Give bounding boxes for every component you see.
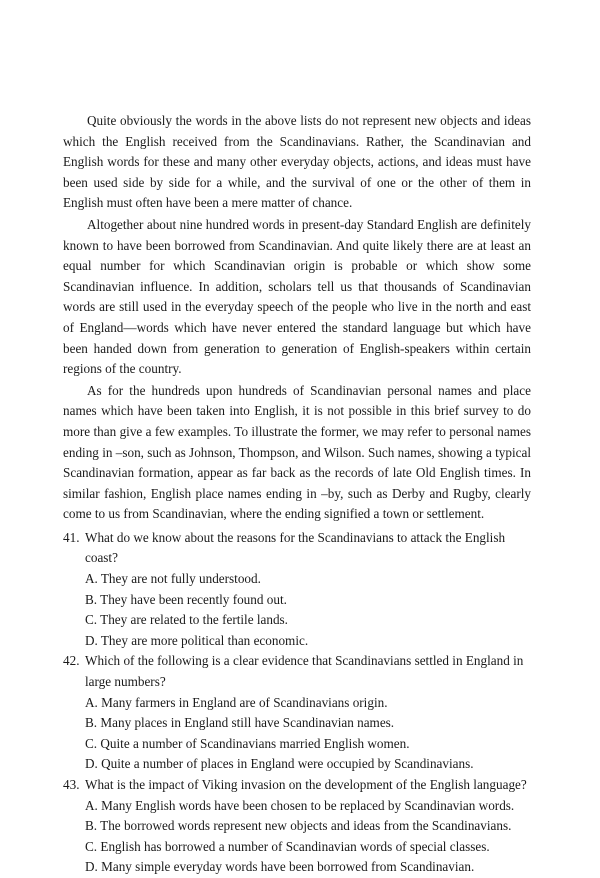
option-c: C. Quite a number of Scandinavians married English women. (85, 735, 410, 751)
question-text: What is the impact of Viking invasion on the development of the English language? (85, 777, 527, 792)
question-stem (63, 528, 531, 569)
question-43 (63, 775, 531, 878)
question-number: 41. (63, 529, 80, 545)
passage-paragraph-1: Quite obviously the words in the above lists do not represent new objects and ideas which the English received from the Scandinavians. Rather, the Scandinavian and English words for these and many other everyday objects, actions, and ideas must have been used side by side for a while, and the survival of one or the other of them in English must often have been a mere matter of chance. (63, 113, 531, 211)
option-b: B. The borrowed words represent new objects and ideas from the Scandinavians. (85, 818, 512, 834)
option-a: A. Many farmers in England are of Scandinavians origin. (85, 694, 388, 710)
option-d: D. Quite a number of places in England were occupied by Scandinavians. (85, 756, 474, 772)
question-text: What do we know about the reasons for the Scandinavians to attack the English coast? (85, 529, 506, 566)
question-stem (63, 651, 531, 692)
question-stem (63, 775, 531, 796)
option-d: D. Many simple everyday words have been borrowed from Scandinavian. (85, 859, 475, 875)
reading-passage (63, 111, 531, 525)
question-number: 42. (63, 653, 80, 669)
option-d: D. They are more political than economic. (85, 632, 309, 648)
option-a: A. Many English words have been chosen to be replaced by Scandinavian words. (85, 797, 515, 813)
passage-paragraph-2: Altogether about nine hundred words in present-day Standard English are definitely known to have been borrowed from Scandinavian. And quite likely there are at least an equal number for which Scandinavian origin is probable or which show some Scandinavian influence. In addition, scholars tell us that thousands of Scandinavian words are still used in the everyday speech of the people who live in the north and east of England—words which have never entered the standard language but which have been handed down from generation to generation of English-speakers within certain regions of the country. (63, 216, 531, 377)
question-text: Which of the following is a clear evidence that Scandinavians settled in England in large numbers? (85, 653, 524, 690)
option-b: B. They have been recently found out. (85, 591, 287, 607)
question-41 (63, 528, 531, 652)
option-c: C. They are related to the fertile lands. (85, 612, 288, 628)
document-page (63, 111, 531, 878)
option-b: B. Many places in England still have Scandinavian names. (85, 715, 395, 731)
question-42 (63, 651, 531, 775)
question-list (63, 528, 531, 878)
option-c: C. English has borrowed a number of Scandinavian words of special classes. (85, 838, 490, 854)
passage-paragraph-3: As for the hundreds upon hundreds of Scandinavian personal names and place names which have been taken into English, it is not possible in this brief survey to do more than give a few examples. To illustrate the former, we may refer to personal names ending in –son, such as Johnson, Thompson, and Wilson. Such names, showing a typical Scandinavian formation, appear as far back as the records of late Old English times. In similar fashion, English place names ending in –by, such as Derby and Rugby, clearly come to us from Scandinavian, where the ending signified a town or settlement. (63, 382, 531, 522)
option-a: A. They are not fully understood. (85, 571, 261, 587)
question-number: 43. (63, 777, 80, 792)
